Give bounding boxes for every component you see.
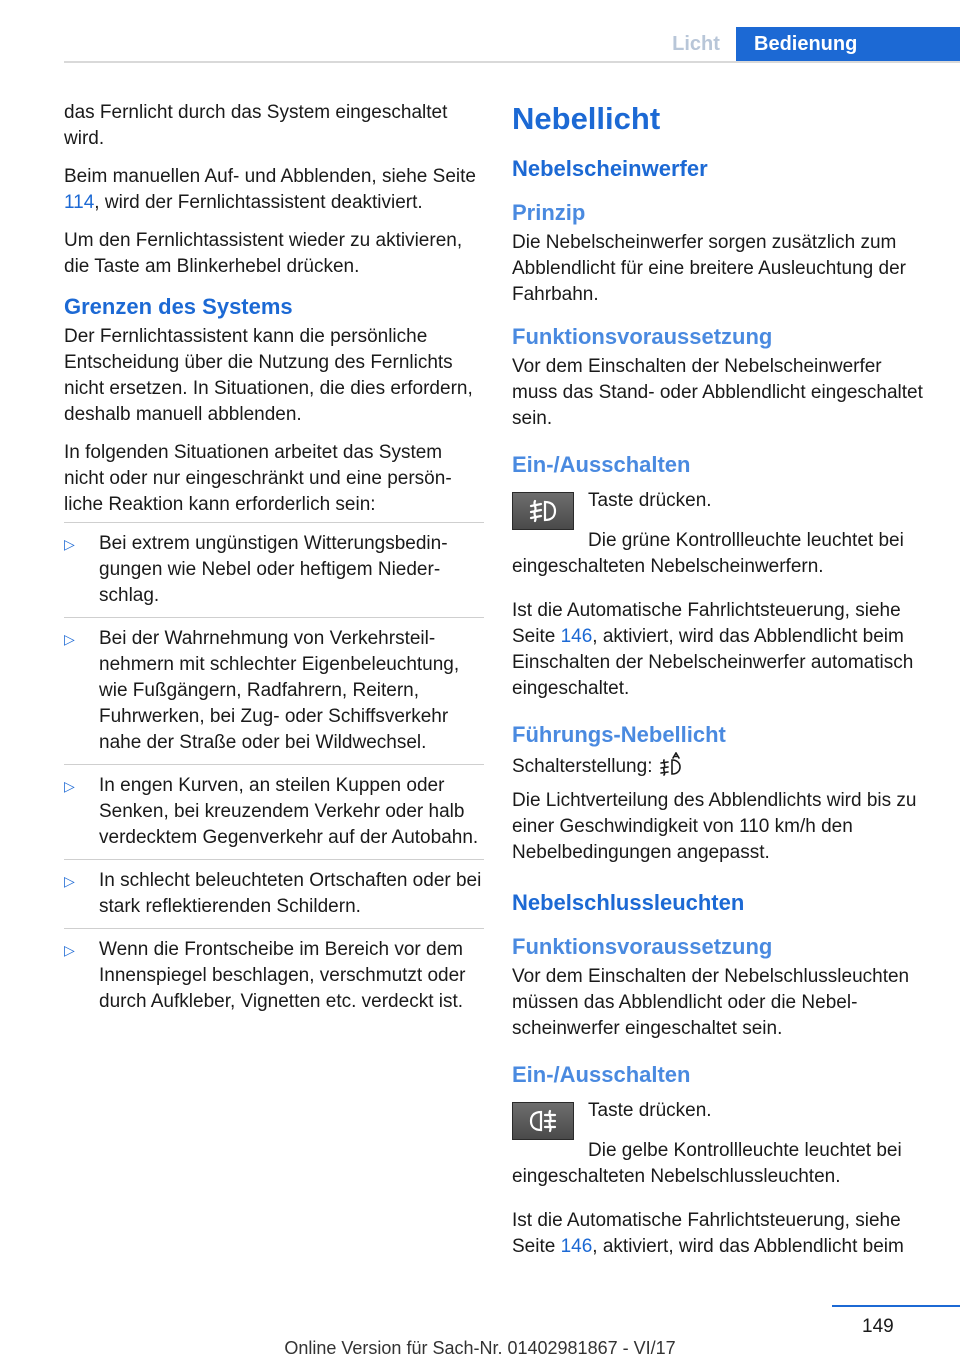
paragraph-grenzen-1: Der Fernlichtassistent kann die persönliche Entscheidung über die Nutzung des Fernlichts nicht ersetzen. In Situationen, die dies erfordern, deshalb manuell abblenden. xyxy=(64,326,473,425)
paragraph-funktion-2: Vor dem Einschalten der Nebelschlussleuchten müssen das Abblendlicht oder die Nebelscheinwerfer eingeschaltet sein. xyxy=(512,966,910,1039)
paragraph-fernlicht-system: das Fernlicht durch das System eingeschaltet wird. xyxy=(64,102,448,149)
text: Ist die Automatische Fahrlichtsteuerung, siehe Seite xyxy=(512,1210,901,1257)
list-item xyxy=(64,523,484,618)
page-link-146[interactable]: 146 xyxy=(560,626,593,647)
list-item xyxy=(64,929,484,1023)
triangle-bullet-icon: ▷ xyxy=(64,631,75,647)
taste-druecken-1: Taste drücken. xyxy=(588,490,712,511)
list-item xyxy=(64,765,484,860)
text: , wird der Fernlichtassistent deaktiviert. xyxy=(94,192,423,213)
triangle-bullet-icon: ▷ xyxy=(64,942,75,958)
rear-fog-light-icon xyxy=(523,1108,563,1134)
page-number: 149 xyxy=(862,1316,894,1337)
page-link-114[interactable]: 114 xyxy=(64,192,95,213)
page-title: Nebellicht xyxy=(512,101,661,136)
text: Die grüne Kontrollleuchte leuchtet bei eingeschalteten Nebelscheinwerfern. xyxy=(512,530,904,577)
text: Schalterstellung: xyxy=(512,756,653,777)
footer-rule xyxy=(832,1305,960,1307)
front-fog-button-row xyxy=(512,488,932,540)
list-item-text: In engen Kurven, an steilen Kuppen oder Senken, bei kreuzendem Verkehr oder halb verdecktem Gegenverkehr auf der Autobahn. xyxy=(99,775,479,848)
paragraph-grenzen-2: In folgenden Situationen arbeitet das System nicht oder nur eingeschränkt und eine persönliche Reaktion kann erforderlich sein: xyxy=(64,442,452,515)
paragraph-automatik-2 xyxy=(512,1208,932,1260)
paragraph-aktivieren: Um den Fernlichtassistent wieder zu aktivieren, die Taste am Blinkerhebel drücken. xyxy=(64,230,463,277)
text: Ist die Automatische Fahrlichtsteuerung, siehe Seite xyxy=(512,600,901,647)
heading-fuehrungs-nebellicht: Führungs-Nebellicht xyxy=(512,722,726,747)
rear-fog-button-row xyxy=(512,1098,932,1150)
left-column xyxy=(64,100,484,1023)
header-tab-licht[interactable]: Licht xyxy=(672,33,720,55)
right-column xyxy=(512,100,932,1272)
text: , aktiviert, wird das Abblendlicht beim Einschalten der Nebelscheinwerfer automatisch eingeschaltet. xyxy=(512,626,914,699)
heading-ein-ausschalten-1: Ein-/Ausschalten xyxy=(512,452,691,477)
header-tab-bedienung[interactable]: Bedienung xyxy=(736,27,960,61)
paragraph-funktion-1: Vor dem Einschalten der Nebelscheinwerfer muss das Stand- oder Abblendlicht eingeschaltet sein. xyxy=(512,356,923,429)
heading-grenzen: Grenzen des Systems xyxy=(64,294,293,319)
footer-online-version: Online Version für Sach-Nr. 01402981867 - VI/17 xyxy=(284,1338,676,1358)
rear-fog-light-button[interactable] xyxy=(512,1102,574,1140)
list-item-text: Bei der Wahrnehmung von Verkehrsteilnehmern mit schlechter Eigenbeleuchtung, wie Fußgängern, Radfahrern, Reitern, Fuhrwerken, bei Zug- oder Schiffsverkehr nahe der Straße oder bei Wildwechsel. xyxy=(99,628,460,753)
list-item xyxy=(64,860,484,929)
heading-ein-ausschalten-2: Ein-/Ausschalten xyxy=(512,1062,691,1087)
paragraph-schalterstellung xyxy=(512,752,932,784)
heading-funktionsvoraussetzung-2: Funktionsvoraussetzung xyxy=(512,934,773,959)
heading-nebelschlussleuchten: Nebelschlussleuchten xyxy=(512,890,745,915)
list-item xyxy=(64,618,484,765)
triangle-bullet-icon: ▷ xyxy=(64,778,75,794)
auto-fog-light-icon xyxy=(658,752,684,784)
situation-list xyxy=(64,522,484,1023)
paragraph-prinzip: Die Nebelscheinwerfer sorgen zusätzlich zum Abblendlicht für eine breitere Ausleuchtung der Fahrbahn. xyxy=(512,232,906,305)
front-fog-light-icon xyxy=(523,498,563,524)
text: , aktiviert, wird das Abblendlicht beim xyxy=(592,1236,904,1257)
heading-funktionsvoraussetzung-1: Funktionsvoraussetzung xyxy=(512,324,773,349)
list-item-text: In schlecht beleuchteten Ortschaften oder bei stark reflektierenden Schildern. xyxy=(99,870,482,917)
header-rule xyxy=(64,61,960,63)
paragraph-automatik-1 xyxy=(512,598,932,702)
paragraph-manuell xyxy=(64,164,484,216)
taste-druecken-2: Taste drücken. xyxy=(588,1100,712,1121)
heading-prinzip: Prinzip xyxy=(512,200,586,225)
heading-nebelscheinwerfer: Nebelscheinwerfer xyxy=(512,156,708,181)
triangle-bullet-icon: ▷ xyxy=(64,536,75,552)
text: Beim manuellen Auf- und Abblenden, siehe Seite xyxy=(64,166,476,187)
text: Die gelbe Kontrollleuchte leuchtet bei eingeschalteten Nebelschlussleuchten. xyxy=(512,1140,902,1187)
list-item-text: Wenn die Frontscheibe im Bereich vor dem Innenspiegel beschlagen, verschmutzt oder durch Aufkleber, Vignetten etc. verdeckt ist. xyxy=(99,939,466,1012)
list-item-text: Bei extrem ungünstigen Witterungsbedingungen wie Nebel oder heftigem Niederschlag. xyxy=(99,533,448,606)
front-fog-light-button[interactable] xyxy=(512,492,574,530)
paragraph-fuehrung: Die Lichtverteilung des Abblendlichts wird bis zu einer Geschwindigkeit von 110 km/h den Nebelbedingungen angepasst. xyxy=(512,790,917,863)
page-link-146[interactable]: 146 xyxy=(560,1236,593,1257)
triangle-bullet-icon: ▷ xyxy=(64,873,75,889)
